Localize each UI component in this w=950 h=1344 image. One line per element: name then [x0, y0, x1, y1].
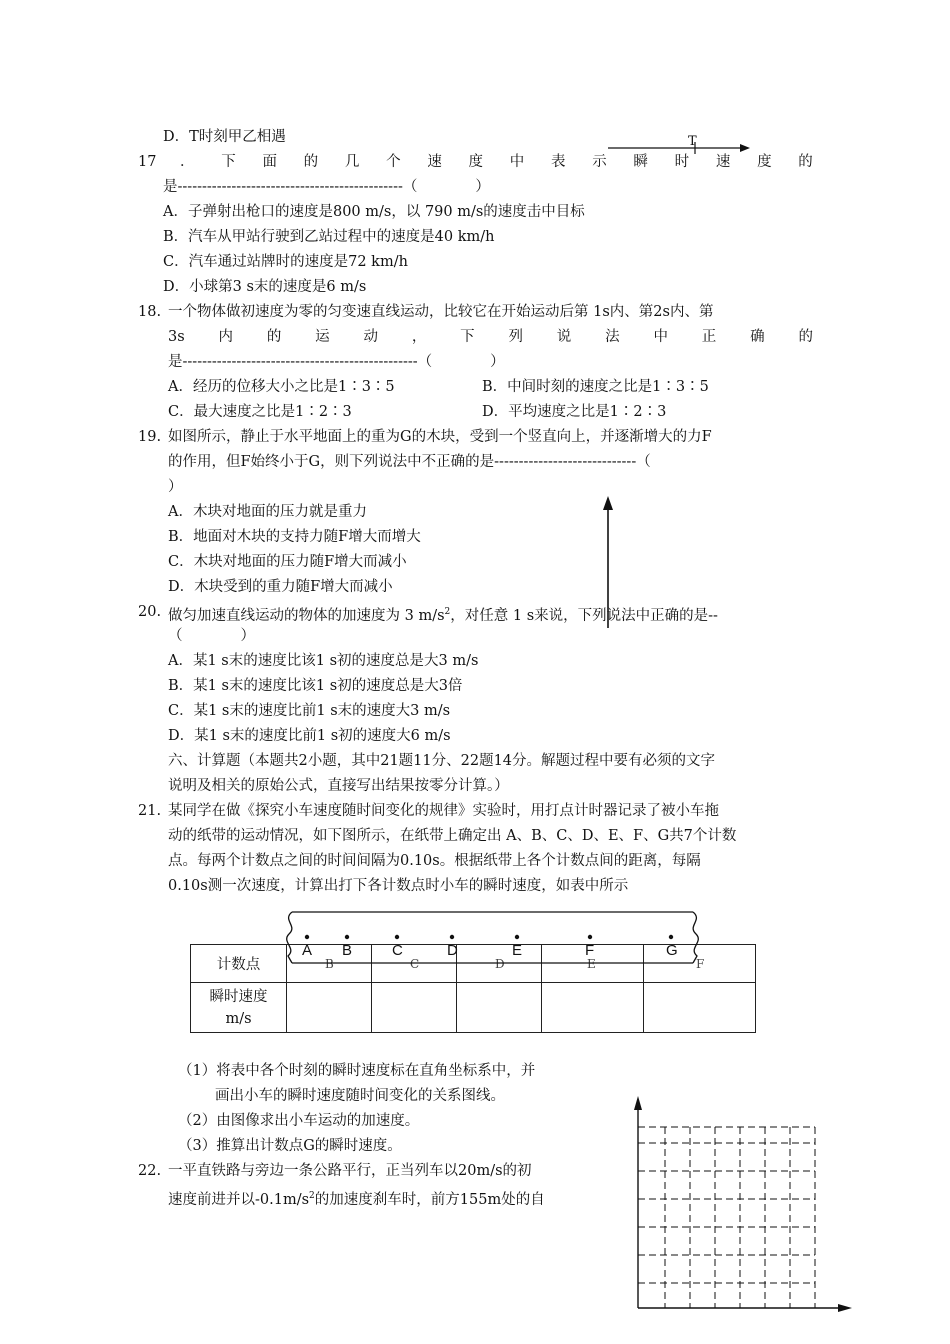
- q17-stem-line2: 是----------------------------------------------（ ）: [163, 179, 490, 195]
- q17-stem-char: 的: [798, 154, 813, 170]
- q17-option-d: D．小球第3 s末的速度是6 m/s: [163, 279, 367, 295]
- q17-stem-char: 度: [757, 154, 772, 170]
- q18-stem2-char: 内: [218, 329, 233, 345]
- q17-stem-char: 的: [303, 154, 319, 170]
- q18-stem2-char: 说: [556, 329, 572, 345]
- q22-number: 22.: [138, 1163, 162, 1179]
- q21-line3: 点。每两个计数点之间的时间间隔为0.10s。根据纸带上各个计数点间的距离，每隔: [168, 853, 701, 869]
- q17-stem-char: 面: [262, 154, 277, 170]
- q18-stem2-char: 列: [508, 329, 523, 345]
- q17-stem-char: 时: [674, 154, 690, 170]
- q18-option-b: B．中间时刻的速度之比是1∶3∶5: [482, 379, 709, 395]
- q21-sub1-line1: （1）将表中各个时刻的瞬时速度标在直角坐标系中，并: [178, 1063, 536, 1079]
- q20-option-a: A．某1 s末的速度比该1 s初的速度总是大3 m/s: [168, 653, 479, 669]
- q18-option-a: A．经历的位移大小之比是1∶3∶5: [168, 379, 395, 395]
- tape-label-f: F: [585, 942, 595, 959]
- q20-stem-line1: 做匀加速直线运动的物体的加速度为 3 $m/s^2$，对任意 1 s来说，下列说法中正确的是--: [168, 607, 718, 624]
- q19-stem-line2: 的作用，但F始终小于G，则下列说法中不正确的是-----------------------------（: [168, 454, 651, 470]
- q17-stem-char: 个: [386, 154, 401, 170]
- table-col-c: C: [410, 957, 420, 971]
- q18-stem2-char: 下: [460, 329, 475, 345]
- q18-stem2-char: 法: [605, 329, 620, 345]
- q17-stem-char: ．: [180, 154, 195, 170]
- q21-sub3: （3）推算出计数点G的瞬时速度。: [178, 1138, 402, 1154]
- x-axis-arrowhead: [838, 1304, 852, 1312]
- q19-number: 19.: [138, 429, 162, 445]
- q17-option-a: A．子弹射出枪口的速度是800 m/s，以 790 m/s的速度击中目标: [163, 204, 585, 220]
- q17-stem-char: 速: [427, 154, 442, 170]
- q17-stem-char: 瞬: [633, 154, 648, 170]
- table-col-f: F: [696, 957, 705, 971]
- q21-sub2: （2）由图像求出小车运动的加速度。: [178, 1113, 420, 1129]
- q20-number: 20.: [138, 604, 162, 620]
- q20-option-b: B．某1 s末的速度比该1 s初的速度总是大3倍: [168, 678, 463, 694]
- q19-stem-line3: ）: [168, 479, 183, 495]
- table-col-d: D: [495, 957, 505, 971]
- q16-option-d: D．T时刻甲乙相遇: [163, 129, 286, 145]
- q20-stem-line2: （ ）: [168, 628, 255, 644]
- section6-heading-line1: 六、计算题（本题共2小题，其中21题11分、22题14分。解题过程中要有必须的文字: [168, 753, 716, 769]
- q18-stem2-char: 的: [798, 329, 813, 345]
- q17-stem-char: 速: [715, 154, 731, 170]
- q18-stem2-char: 的: [266, 329, 282, 345]
- section6-heading-line2: 说明及相关的原始公式，直接写出结果按零分计算。）: [168, 778, 509, 794]
- q21-number: 21.: [138, 803, 162, 819]
- q18-option-c: C．最大速度之比是1∶2∶3: [168, 404, 352, 420]
- q17-stem-char: 中: [509, 154, 525, 170]
- q17-stem-char: 表: [550, 154, 566, 170]
- q21-line4: 0.10s测一次速度，计算出打下各计数点时小车的瞬时速度，如表中所示: [168, 878, 629, 894]
- q18-stem2-char: 动: [363, 329, 378, 345]
- q21-line1: 某同学在做《探究小车速度随时间变化的规律》实验时，用打点计时器记录了被小车拖: [168, 803, 719, 819]
- q18-stem-line1: 一个物体做初速度为零的匀变速直线运动，比较它在开始运动后第 1s内、第2s内、第: [168, 304, 714, 320]
- q21-line2: 动的纸带的运动情况，如下图所示，在纸带上确定出 A、B、C、D、E、F、G共7个计数: [168, 828, 737, 844]
- q18-stem2-char: ，: [411, 329, 427, 345]
- tape-label-g: G: [666, 942, 678, 959]
- tape-label-e: E: [512, 942, 523, 959]
- q18-option-d: D．平均速度之比是1∶2∶3: [482, 404, 667, 420]
- q19-option-c: C．木块对地面的压力随F增大而减小: [168, 554, 407, 570]
- q22-line1: 一平直铁路与旁边一条公路平行，正当列车以20m/s的初: [168, 1163, 532, 1179]
- q20-option-d: D．某1 s末的速度比前1 s初的速度大6 m/s: [168, 728, 451, 744]
- tape-label-d: D: [447, 942, 458, 959]
- table-col-e: E: [587, 957, 596, 971]
- q22-line2: 速度前进并以$-0.1m/s^2$的加速度刹车时，前方155m处的自: [168, 1191, 545, 1208]
- q19-option-a: A．木块对地面的压力就是重力: [168, 504, 367, 520]
- q17-number: 17: [138, 154, 157, 170]
- q19-stem-line1: 如图所示，静止于水平地面上的重为G的木块，受到一个竖直向上，并逐渐增大的力F: [168, 429, 712, 445]
- q18-stem-line3: 是------------------------------------------------（ ）: [168, 354, 505, 370]
- q18-stem2-char: 确: [750, 329, 765, 345]
- table-col-b: B: [325, 957, 334, 971]
- q18-stem2-char: 3s: [168, 329, 185, 345]
- q19-option-d: D．木块受到的重力随F增大而减小: [168, 579, 393, 595]
- q18-number: 18.: [138, 304, 162, 320]
- tape-label-b: B: [342, 942, 353, 959]
- q18-stem2-char: 运: [315, 329, 330, 345]
- q21-sub1-line2: 画出小车的瞬时速度随时间变化的关系图线。: [215, 1088, 505, 1104]
- q17-stem-char: 下: [221, 154, 236, 170]
- tape-label-c: C: [392, 942, 403, 959]
- q18-stem2-char: 中: [653, 329, 668, 345]
- q17-stem-char: 几: [344, 154, 360, 170]
- tape-label-a: A: [302, 942, 313, 959]
- q17-option-b: B．汽车从甲站行驶到乙站过程中的速度是40 km/h: [163, 229, 495, 245]
- table-header-velocity: 瞬时速度 m/s: [191, 983, 287, 1033]
- q16-arrow-label: T: [688, 134, 697, 149]
- q17-stem-char: 度: [468, 154, 484, 170]
- q20-option-c: C．某1 s末的速度比前1 s末的速度大3 m/s: [168, 703, 451, 719]
- q17-option-c: C．汽车通过站牌时的速度是72 km/h: [163, 254, 408, 270]
- q18-stem2-char: 正: [701, 329, 717, 345]
- q19-option-b: B．地面对木块的支持力随F增大而增大: [168, 529, 421, 545]
- table-header-count-point: 计数点: [191, 945, 287, 983]
- q17-stem-char: 示: [592, 154, 607, 170]
- y-axis-arrowhead: [634, 1096, 642, 1110]
